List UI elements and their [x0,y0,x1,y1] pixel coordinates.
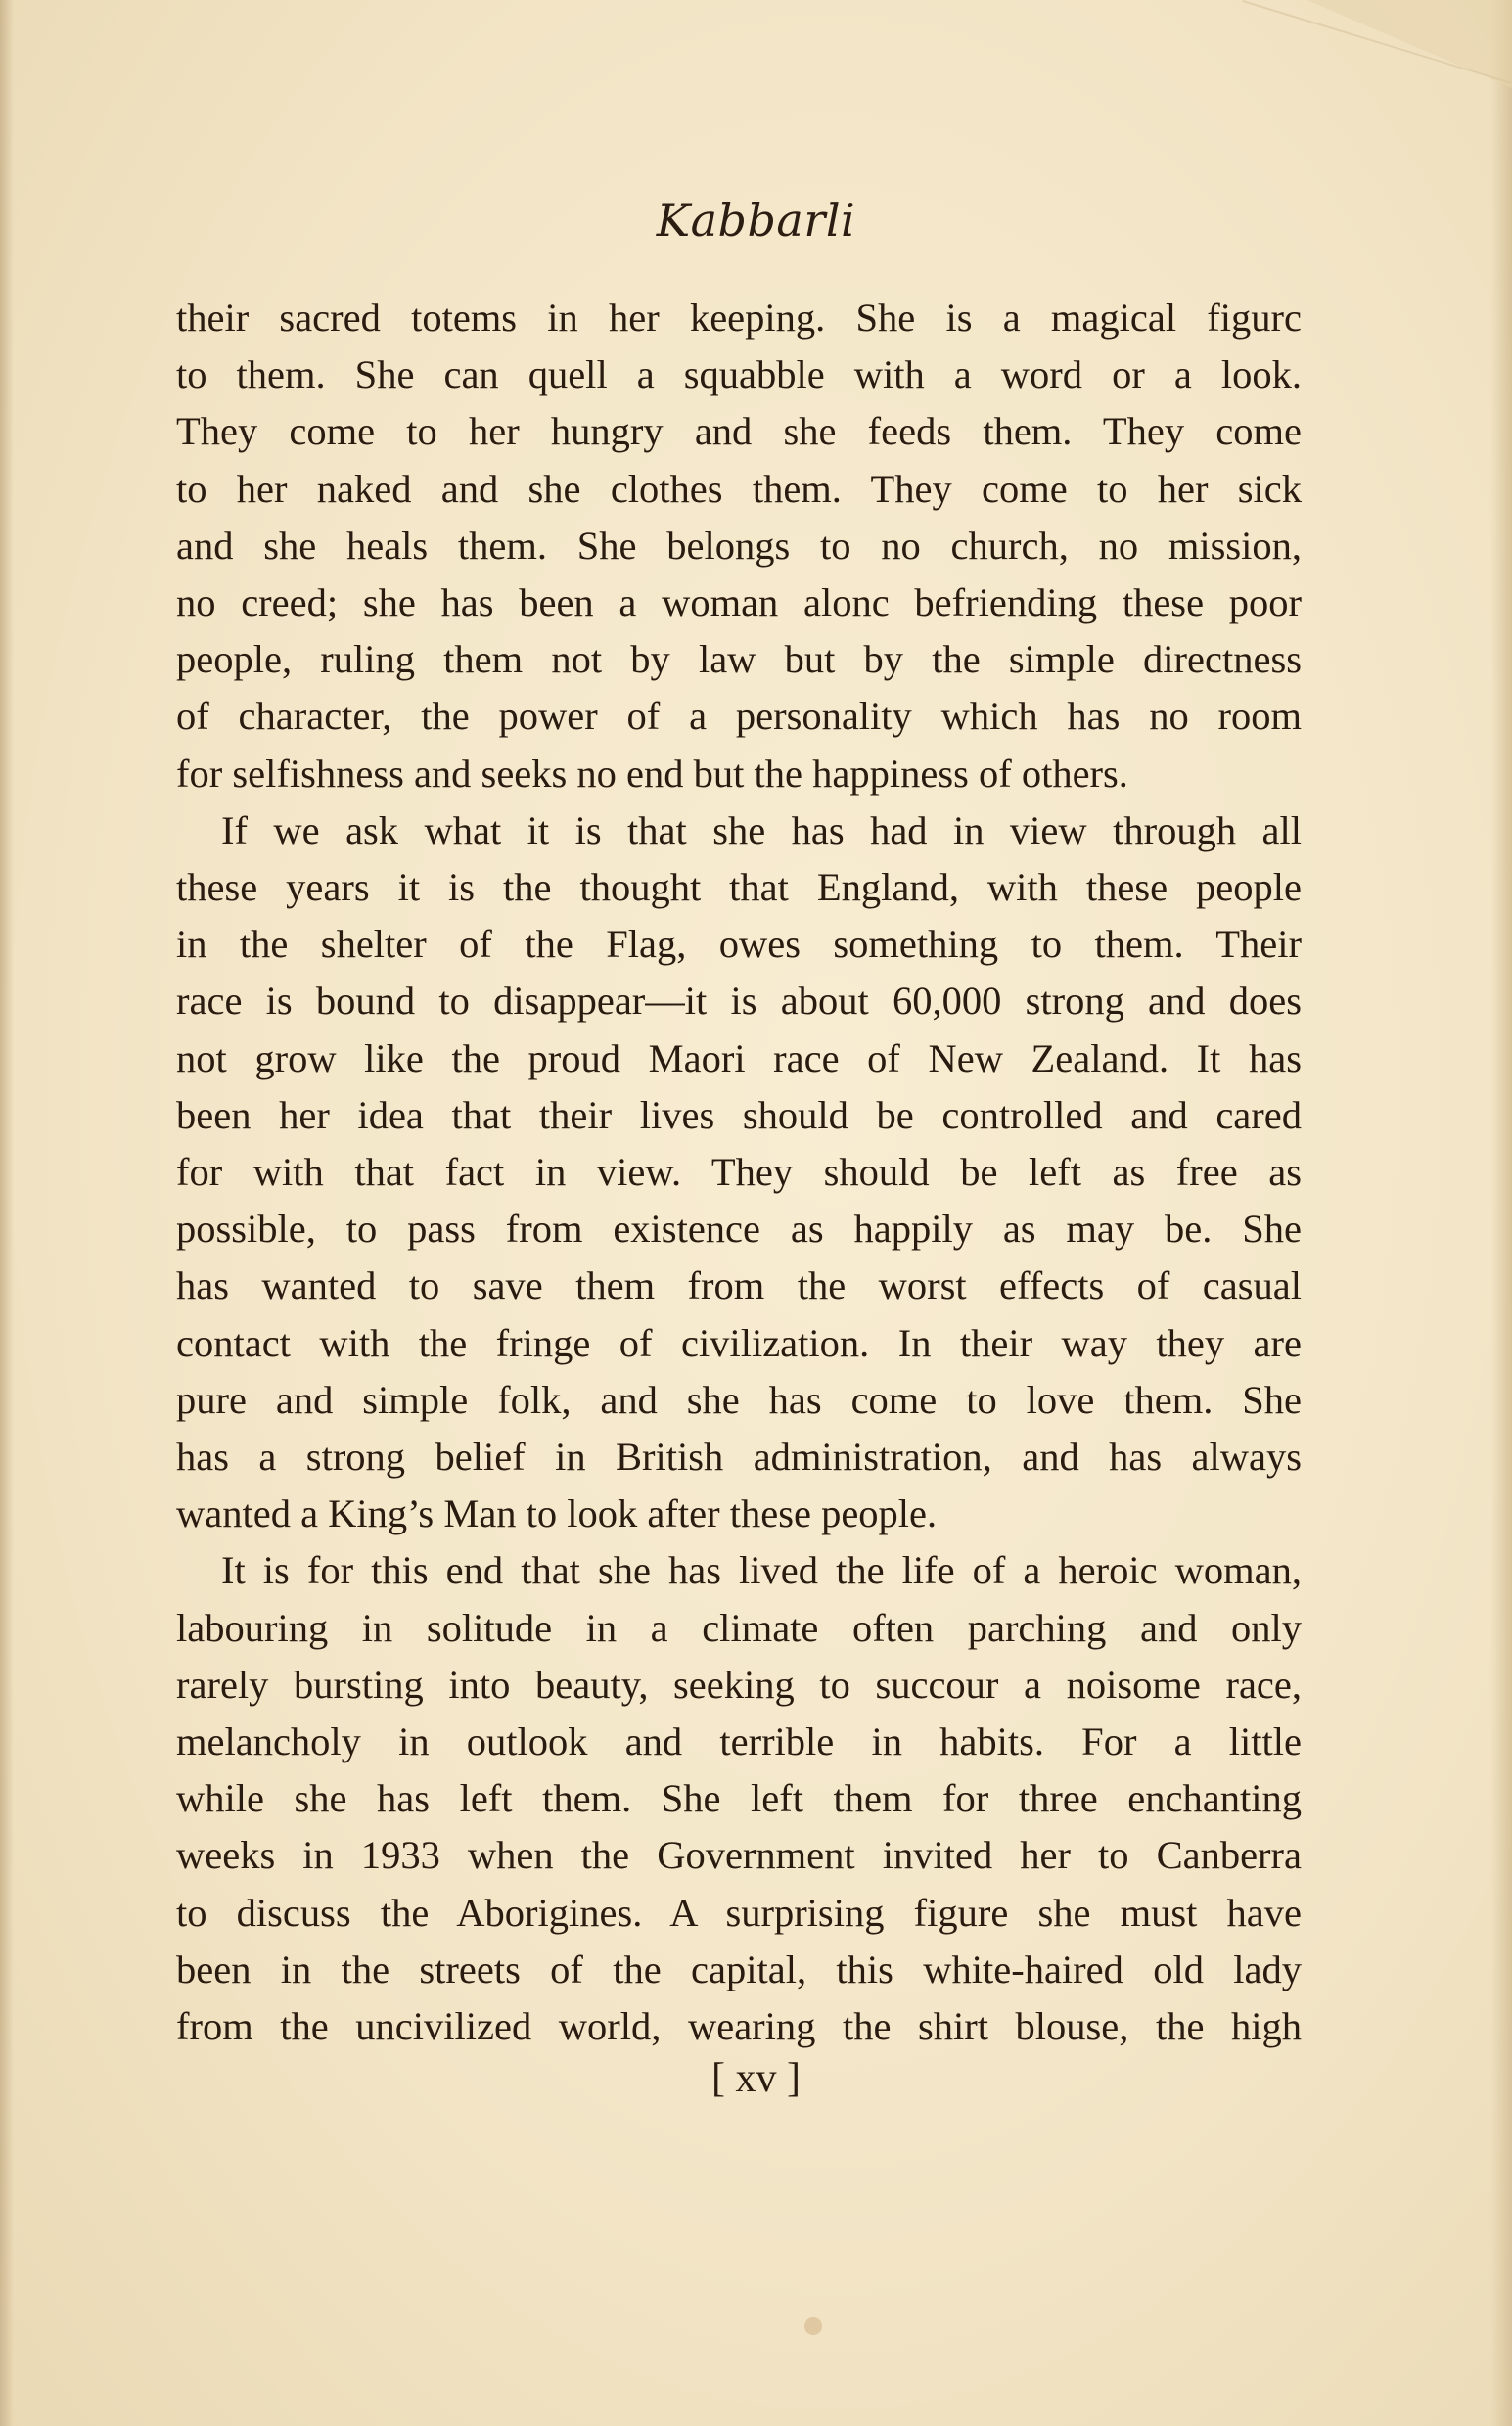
paragraph [176,290,1302,802]
text-line: wanted a King’s Man to look after these people. [176,1491,938,1536]
text-line: rarely bursting into beauty, seeking to succour a noisome race, [176,1662,1302,1707]
text-line: to her naked and she clothes them. They come to her sick [176,466,1302,511]
text-line: possible, to pass from existence as happily as may be. She [176,1207,1302,1252]
text-line: contact with the fringe of civilization. In their way they are [176,1320,1302,1365]
body-text [176,290,1302,2055]
text-line: been her idea that their lives should be controlled and cared [176,1092,1302,1137]
text-line: not grow like the proud Maori race of New Zealand. It has [176,1035,1302,1080]
text-line: of character, the power of a personality which has no room [176,694,1302,739]
text-line: for with that fact in view. They should be left as free as [176,1150,1302,1195]
text-line: pure and simple folk, and she has come to love them. She [176,1377,1302,1422]
paragraph [176,1542,1302,2055]
text-line: and she heals them. She belongs to no church, no mission, [176,523,1302,568]
text-line: If we ask what it is that she has had in view through all [221,807,1302,852]
text-line: They come to her hungry and she feeds them. They come [176,409,1302,454]
text-line: has a strong belief in British administration, and has always [176,1435,1302,1480]
paper-spot [804,2317,822,2335]
text-line: weeks in 1933 when the Government invited her to Canberra [176,1833,1302,1878]
running-head: Kabbarli [656,194,856,247]
text-line: from the uncivilized world, wearing the shirt blouse, the high [176,2004,1302,2049]
text-line: labouring in solitude in a climate often parching and only [176,1605,1302,1650]
text-line: while she has left them. She left them for three enchanting [176,1776,1302,1821]
text-line: melancholy in outlook and terrible in habits. For a little [176,1719,1302,1764]
text-line: It is for this end that she has lived the life of a heroic woman, [221,1548,1302,1593]
text-line: been in the streets of the capital, this white-haired old lady [176,1946,1302,1991]
text-line: their sacred totems in her keeping. She is a magical figurc [176,296,1302,340]
text-line: to them. She can quell a squabble with a word or a look. [176,352,1302,397]
text-line: race is bound to disappear—it is about 60,000 strong and does [176,979,1302,1024]
text-line: these years it is the thought that England, with these people [176,865,1302,910]
text-line: has wanted to save them from the worst effects of casual [176,1263,1302,1308]
paragraph [176,802,1302,1543]
page-number: [ xv ] [711,2056,801,2101]
text-line: for selfishness and seeks no end but the happiness of others. [176,751,1128,796]
text-line: no creed; she has been a woman alonc befriending these poor [176,580,1302,625]
text-line: to discuss the Aborigines. A surprising figure she must have [176,1890,1302,1935]
text-line: in the shelter of the Flag, owes something to them. Their [176,922,1302,967]
text-line: people, ruling them not by law but by the simple directness [176,637,1302,682]
